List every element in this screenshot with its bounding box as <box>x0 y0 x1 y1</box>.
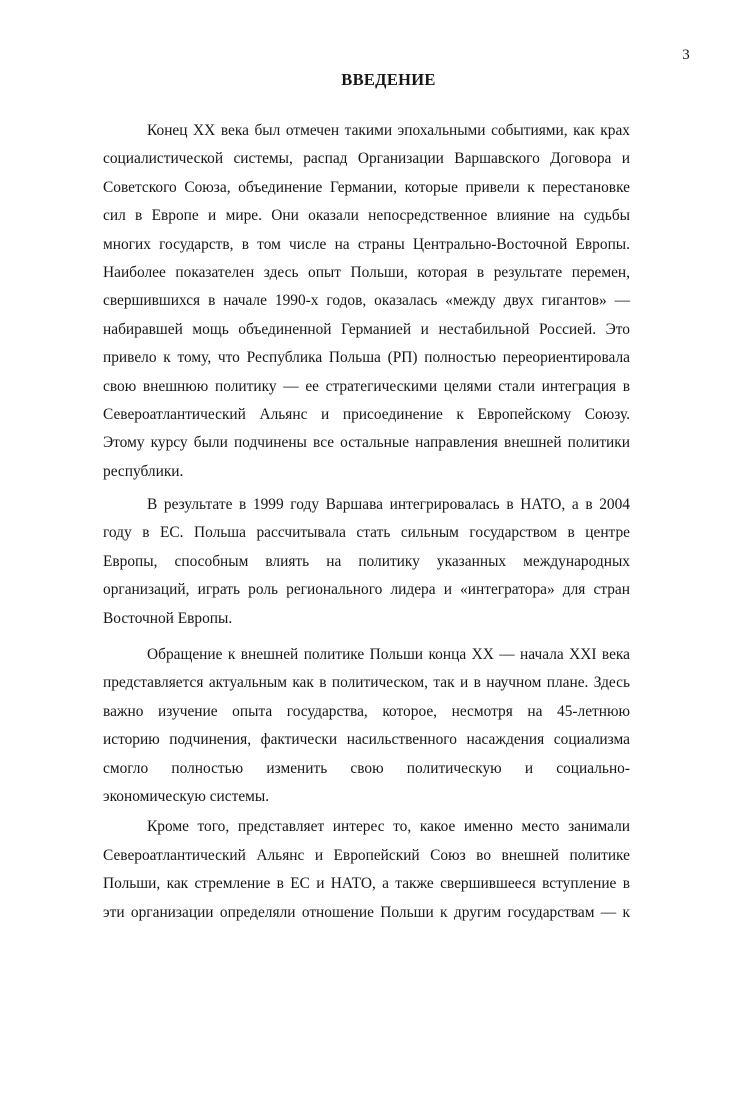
text-line: историю подчинения, фактически насильственного насаждения социализма <box>103 731 630 749</box>
paragraph <box>103 491 630 633</box>
text-line: Североатлантический Альянс и Европейский Союз во внешней политике <box>103 846 630 864</box>
text-line: многих государств, в том числе на страны Центрально-Восточной Европы. <box>103 235 630 253</box>
text-line: эти организации определяли отношение Польши к другим государствам — к <box>103 903 630 921</box>
text-line: году в ЕС. Польша рассчитывала стать сильным государством в центре <box>103 524 630 542</box>
text-line: Наиболее показателен здесь опыт Польши, которая в результате перемен, <box>103 263 630 281</box>
paragraph <box>103 117 630 486</box>
text-line: свершившихся в начале 1990-х годов, оказалась «между двух гигантов» — <box>103 292 630 310</box>
text-line: республики. <box>103 462 184 480</box>
text-line: Кроме того, представляет интерес то, какое именно место занимали <box>147 818 630 836</box>
text-line: свою внешнюю политику — ее стратегическими целями стали интеграция в <box>103 377 630 395</box>
text-line: набиравшей мощь объединенной Германией и нестабильной Россией. Это <box>103 320 630 338</box>
text-line: важно изучение опыта государства, которое, несмотря на 45-летнюю <box>103 702 630 720</box>
text-line: социалистической системы, распад Организации Варшавского Договора и <box>103 150 630 168</box>
text-line: Обращение к внешней политике Польши конца XX — начала XXI века <box>147 646 630 664</box>
text-line: Европы, способным влиять на политику указанных международных <box>103 552 630 570</box>
text-line: смогло полностью изменить свою политическую и социально- <box>103 759 630 777</box>
paragraph <box>103 641 630 811</box>
paragraph <box>103 813 630 927</box>
text-line: сил в Европе и мире. Они оказали непосредственное влияние на судьбы <box>103 207 630 225</box>
text-line: экономическую системы. <box>103 787 270 805</box>
text-line: Этому курсу были подчинены все остальные направления внешней политики <box>103 434 630 452</box>
text-line: Советского Союза, объединение Германии, которые привели к перестановке <box>103 178 630 196</box>
document-body <box>103 117 630 927</box>
text-line: Североатлантический Альянс и присоединение к Европейскому Союзу. <box>103 405 630 423</box>
text-line: Польши, как стремление в ЕС и НАТО, а также свершившееся вступление в <box>103 875 630 893</box>
text-line: представляется актуальным как в политическом, так и в научном плане. Здесь <box>103 674 630 692</box>
text-line: организаций, играть роль регионального лидера и «интегратора» для стран <box>103 581 630 599</box>
page-number: 3 <box>682 47 690 63</box>
text-line: привело к тому, что Республика Польша (РП) полностью переориентировала <box>103 349 630 367</box>
section-heading: ВВЕДЕНИЕ <box>341 70 436 89</box>
text-line: Конец XX века был отмечен такими эпохальными событиями, как крах <box>147 122 630 139</box>
text-line: В результате в 1999 году Варшава интегрировалась в НАТО, а в 2004 <box>147 496 630 514</box>
text-line: Восточной Европы. <box>103 609 233 627</box>
